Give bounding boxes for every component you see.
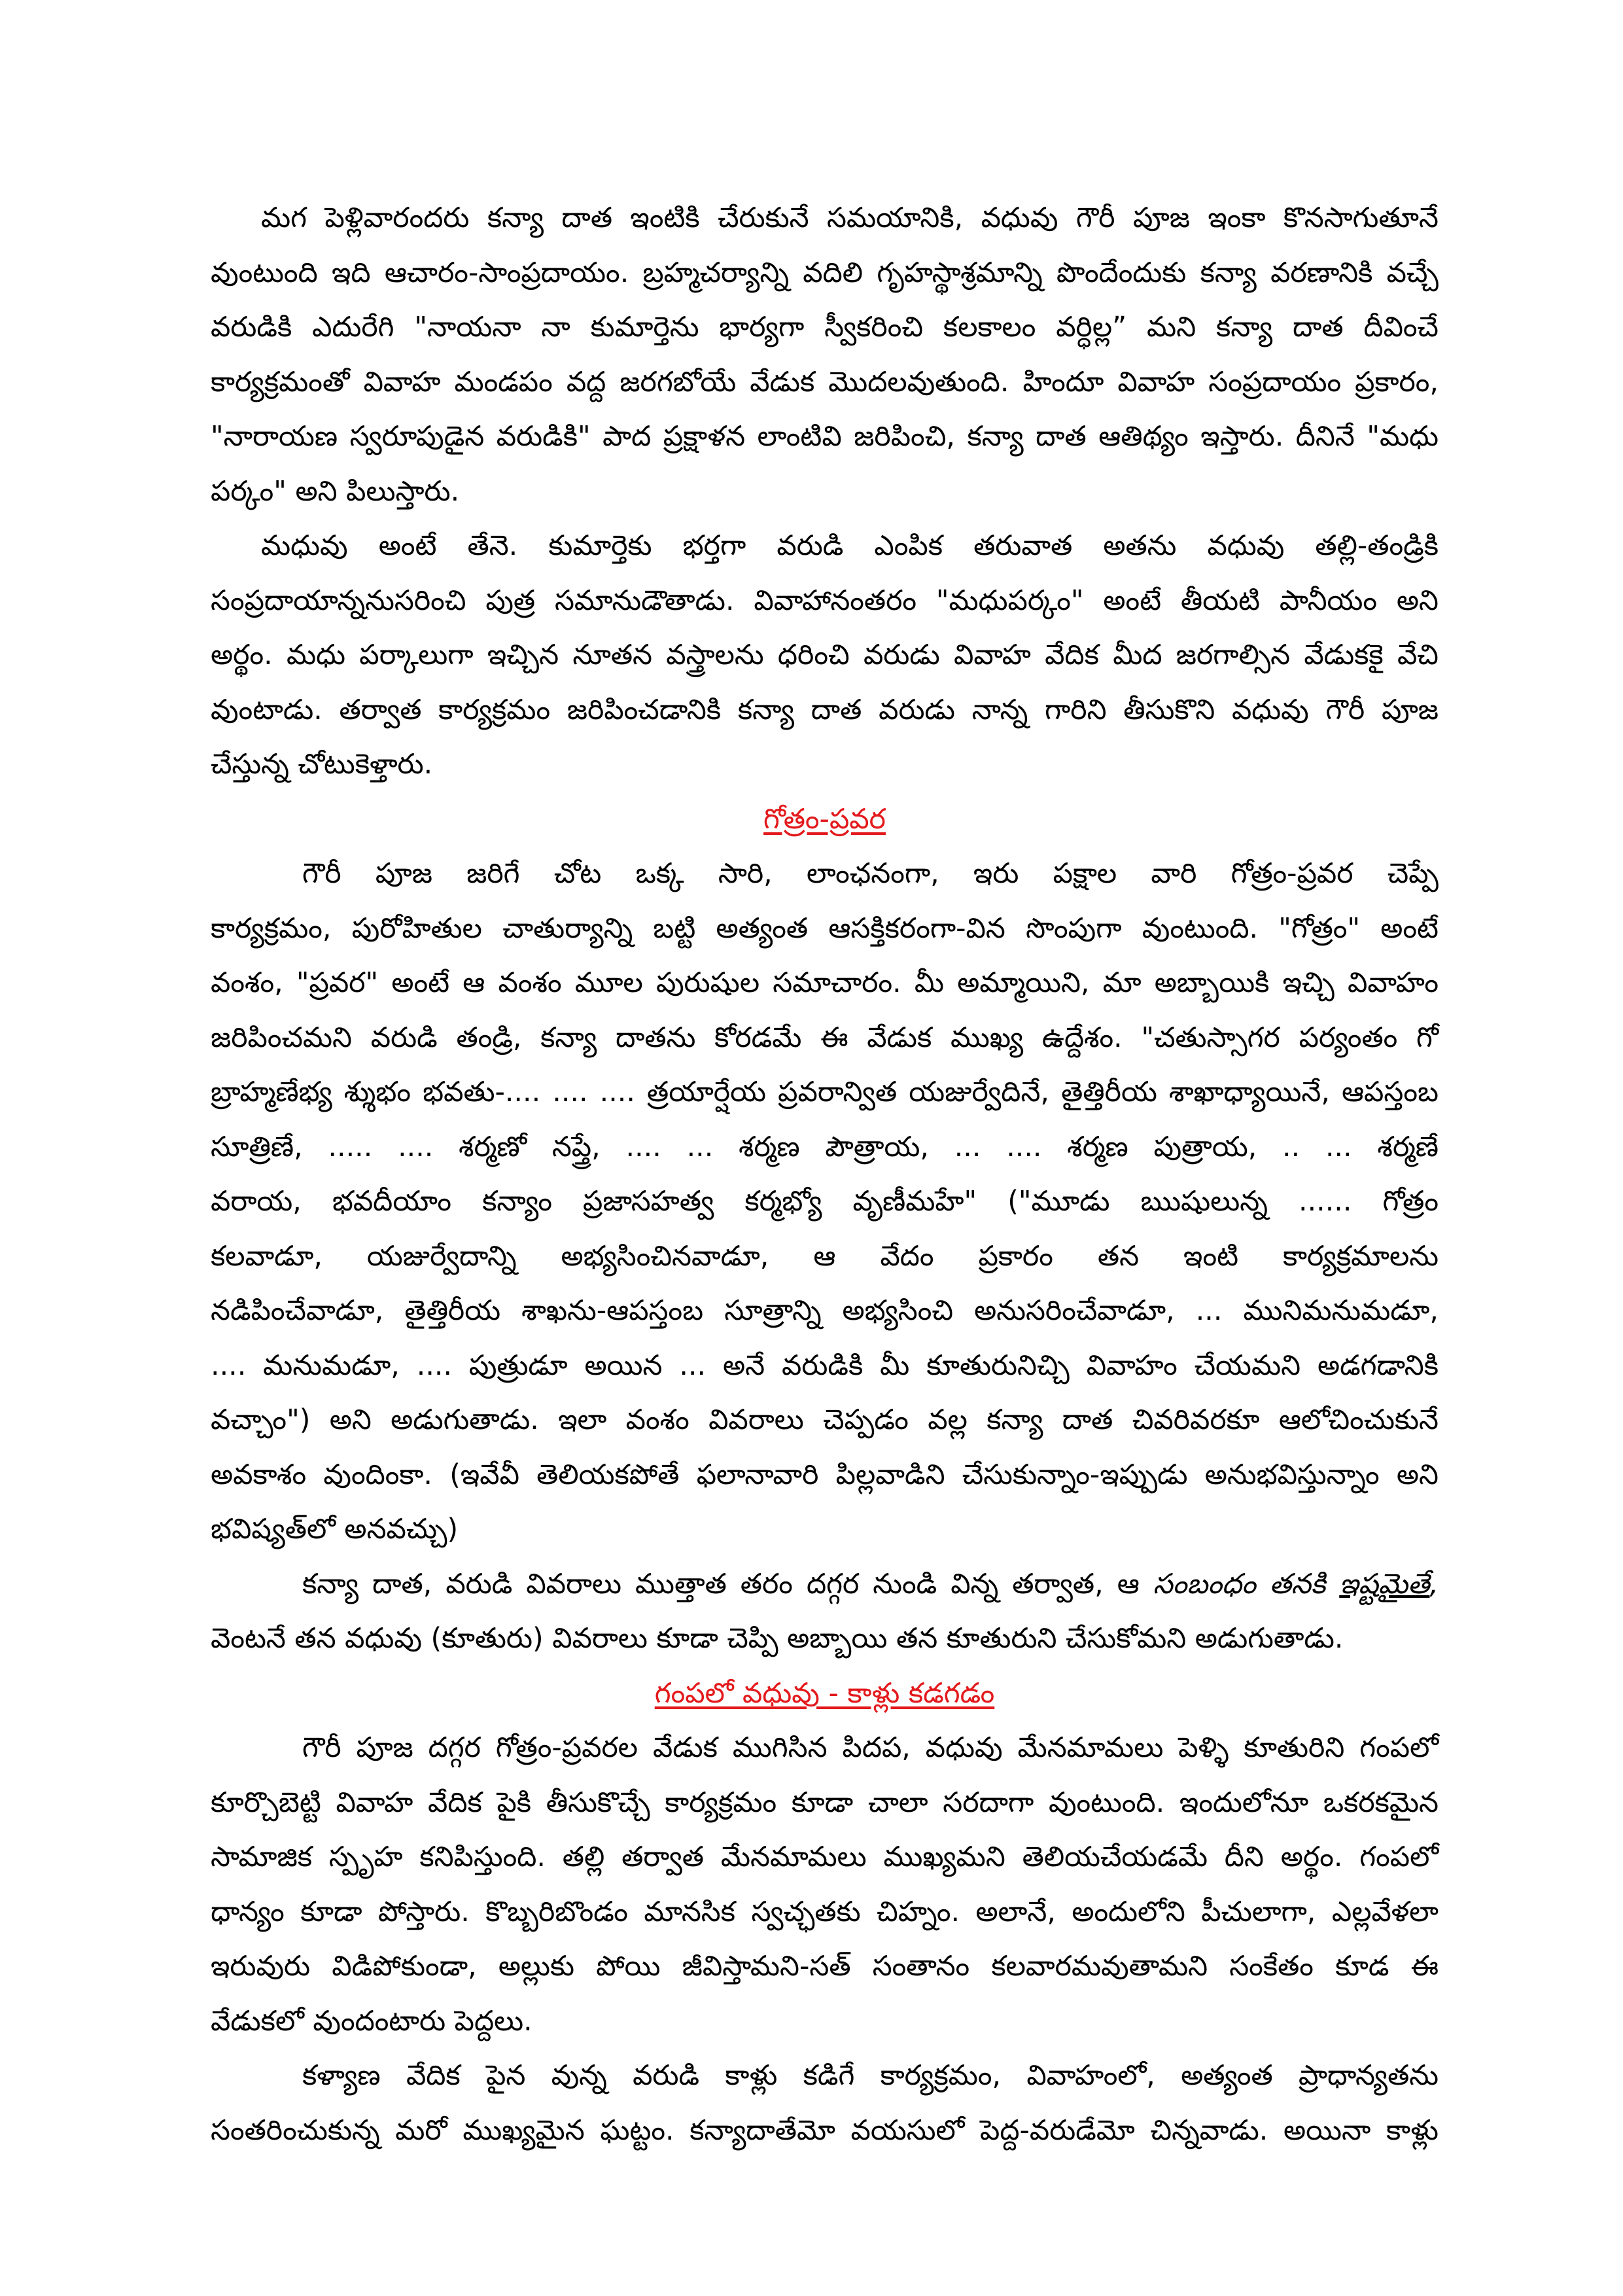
paragraph-line: "నారాయణ స్వరూపుడైన వరుడికి" పాద ప్రక్షాళన లాంటివి జరిపించి, కన్యా దాత ఆతిథ్యం ఇస్తారు. దీనినే "మధు bbox=[211, 420, 1439, 453]
paragraph-line: కలవాడూ, యజుర్వేదాన్ని అభ్యసించినవాడూ, ఆ వేదం ప్రకారం తన ఇంటి కార్యక్రమాలను bbox=[211, 1239, 1439, 1273]
paragraph-line: కార్యక్రమం, పురోహితుల చాతుర్యాన్ని బట్టి అత్యంత ఆసక్తికరంగా-విన సొంపుగా వుంటుంది. "గోత్రం" అంటే bbox=[211, 911, 1439, 945]
paragraph bbox=[211, 191, 1439, 519]
paragraph-line: చేస్తున్న చోటుకెళ్తారు. bbox=[211, 748, 433, 781]
paragraph-line: వరాయ, భవదీయాం కన్యాం ప్రజాసహత్వ కర్మభ్యో వృణీమహే" ("మూడు ఋషులున్న ...... గోత్రం bbox=[211, 1185, 1439, 1218]
paragraph-line: మధువు అంటే తేనె. కుమార్తెకు భర్తగా వరుడి ఎంపిక తరువాత అతను వధువు తల్లి-తండ్రికి bbox=[261, 529, 1439, 562]
paragraph-line: సూత్రిణే, ..... .... శర్మణో నప్త్రే, .... ... శర్మణ పౌత్రాయ, ... .... శర్మణ పుత్రాయ, .. ... శర్మణే bbox=[211, 1130, 1439, 1163]
paragraph-line: వుంటుంది ఇది ఆచారం-సాంప్రదాయం. బ్రహ్మచర్యాన్ని వదిలి గృహస్థాశ్రమాన్ని పొందేందుకు కన్యా వరణానికి వచ్చే bbox=[211, 256, 1439, 289]
paragraph bbox=[211, 519, 1439, 792]
paragraph-line: ఇరువురు విడిపోకుండా, అల్లుకు పోయి జీవిస్తామని-సత్ సంతానం కలవారమవుతామని సంకేతం కూడ ఈ bbox=[211, 1950, 1439, 1983]
paragraph-line: ధాన్యం కూడా పోస్తారు. కొబ్బరిబొండం మానసిక స్వచ్ఛతకు చిహ్నం. అలానే, అందులోని పీచులాగా, ఎల్లవేళలా bbox=[211, 1895, 1439, 1928]
paragraph-line: వుంటాడు. తర్వాత కార్యక్రమం జరిపించడానికి కన్యా దాత వరుడు నాన్న గారిని తీసుకొని వధువు గౌరీ పూజ bbox=[211, 693, 1439, 726]
paragraph-line: భవిష్యత్‌లో అనవచ్చు) bbox=[211, 1513, 459, 1545]
section-heading: గంపలో వధువు - కాళ్లు కడగడం bbox=[654, 1676, 995, 1710]
paragraph-line: వచ్చాం") అని అడుగుతాడు. ఇలా వంశం వివరాలు చెప్పడం వల్ల కన్యా దాత చివరివరకూ ఆలోచించుకునే bbox=[211, 1404, 1439, 1436]
paragraph bbox=[211, 1721, 1439, 2049]
paragraph-line: కార్యక్రమంతో వివాహ మండపం వద్ద జరగబోయే వేడుక మొదలవుతుంది. హిందూ వివాహ సంప్రదాయం ప్రకారం, bbox=[211, 365, 1439, 398]
paragraph-line: గౌరీ పూజ జరిగే చోట ఒక్క సారి, లాంఛనంగా, ఇరు పక్షాల వారి గోత్రం-ప్రవర చెప్పే bbox=[302, 857, 1439, 890]
paragraph-line: బ్రాహ్మణేభ్య శ్శుభం భవతు-.... .... .... త్రయార్షేయ ప్రవరాన్విత యజుర్వేదినే, తైత్తిరీయ శాఖాధ్యాయినే, ఆపస్తంబ bbox=[211, 1076, 1439, 1108]
paragraph-line: పర్కం" అని పిలుస్తారు. bbox=[211, 474, 460, 508]
paragraph-line: .... మనుమడూ, .... పుత్రుడూ అయిన ... అనే వరుడికి మీ కూతురునిచ్చి వివాహం చేయమని అడగడానికి bbox=[211, 1349, 1439, 1382]
document-body bbox=[211, 191, 1439, 2158]
paragraph-line: నడిపించేవాడూ, తైత్తిరీయ శాఖను-ఆపస్తంబ సూత్రాన్ని అభ్యసించి అనుసరించేవాడూ, ... మునిమనుమడూ, bbox=[211, 1294, 1439, 1327]
paragraph-text: కన్యా దాత, వరుడి వివరాలు ముత్తాత తరం దగ్గర నుండి విన్న తర్వాత, ఆ bbox=[302, 1567, 1153, 1600]
paragraph-line: వెంటనే తన వధువు (కూతురు) వివరాలు కూడా చెప్పి అబ్బాయి తన కూతురుని చేసుకోమని అడుగుతాడు. bbox=[211, 1622, 1344, 1655]
italic-text: , bbox=[1429, 1567, 1439, 1600]
paragraph-line bbox=[211, 1557, 1439, 1612]
paragraph-line: వంశం, "ప్రవర" అంటే ఆ వంశం మూల పురుషుల సమాచారం. మీ అమ్మాయిని, మా అబ్బాయికి ఇచ్చి వివాహం bbox=[211, 966, 1439, 999]
paragraph-line: అర్థం. మధు పర్కాలుగా ఇచ్చిన నూతన వస్త్రాలను ధరించి వరుడు వివాహ వేదిక మీద జరగాల్సిన వేడుకకై వేచి bbox=[211, 639, 1439, 671]
italic-text: సంబంధం తనకి bbox=[1153, 1567, 1340, 1600]
paragraph-line: మగ పెళ్లివారందరు కన్యా దాత ఇంటికి చేరుకునే సమయానికి, వధువు గౌరీ పూజ ఇంకా కొనసాగుతూనే bbox=[261, 202, 1439, 234]
paragraph-line: అవకాశం వుందింకా. (ఇవేవీ తెలియకపోతే ఫలానావారి పిల్లవాడిని చేసుకున్నాం-ఇప్పుడు అనుభవిస్తున్నాం అని bbox=[211, 1458, 1439, 1491]
paragraph-line: జరిపించమని వరుడి తండ్రి, కన్యా దాతను కోరడమే ఈ వేడుక ముఖ్య ఉద్దేశం. "చతుస్సాగర పర్యంతం గో bbox=[211, 1021, 1439, 1054]
paragraph bbox=[211, 1557, 1439, 1667]
italic-underlined-text: ఇష్టమైతే bbox=[1339, 1567, 1430, 1600]
paragraph-line: వరుడికి ఎదురేగి "నాయనా నా కుమార్తెను భార్యగా స్వీకరించి కలకాలం వర్ధిల్ల” మని కన్యా దాత దీవించే bbox=[211, 311, 1439, 344]
paragraph-line: సామాజిక స్పృహ కనిపిస్తుంది. తల్లి తర్వాత మేనమామలు ముఖ్యమని తెలియచేయడమే దీని అర్థం. గంపలో bbox=[211, 1841, 1439, 1873]
paragraph-line: కళ్యాణ వేదిక పైన వున్న వరుడి కాళ్లు కడిగే కార్యక్రమం, వివాహంలో, అత్యంత ప్రాధాన్యతను bbox=[302, 2059, 1439, 2092]
paragraph-line: వేడుకలో వుందంటారు పెద్దలు. bbox=[211, 2004, 532, 2038]
paragraph-line: గౌరీ పూజ దగ్గర గోత్రం-ప్రవరల వేడుక ముగిసిన పిదప, వధువు మేనమామలు పెళ్ళి కూతురిని గంపలో bbox=[302, 1731, 1439, 1764]
paragraph-line: సంతరించుకున్న మరో ముఖ్యమైన ఘట్టం. కన్యాదాతేమో వయసులో పెద్ద-వరుడేమో చిన్నవాడు. అయినా కాళ్లు bbox=[211, 2113, 1439, 2147]
paragraph bbox=[211, 847, 1439, 1557]
section-heading: గోత్రం-ప్రవర bbox=[763, 802, 886, 836]
paragraph bbox=[211, 2049, 1439, 2158]
paragraph-line: కూర్చొబెట్టి వివాహ వేదిక పైకి తీసుకొచ్చే కార్యక్రమం కూడా చాలా సరదాగా వుంటుంది. ఇందులోనూ ఒకరకమైన bbox=[211, 1786, 1439, 1819]
paragraph-line: సంప్రదాయాన్ననుసరించి పుత్ర సమానుడౌతాడు. వివాహానంతరం "మధుపర్కం" అంటే తీయటి పానీయం అని bbox=[211, 584, 1439, 617]
